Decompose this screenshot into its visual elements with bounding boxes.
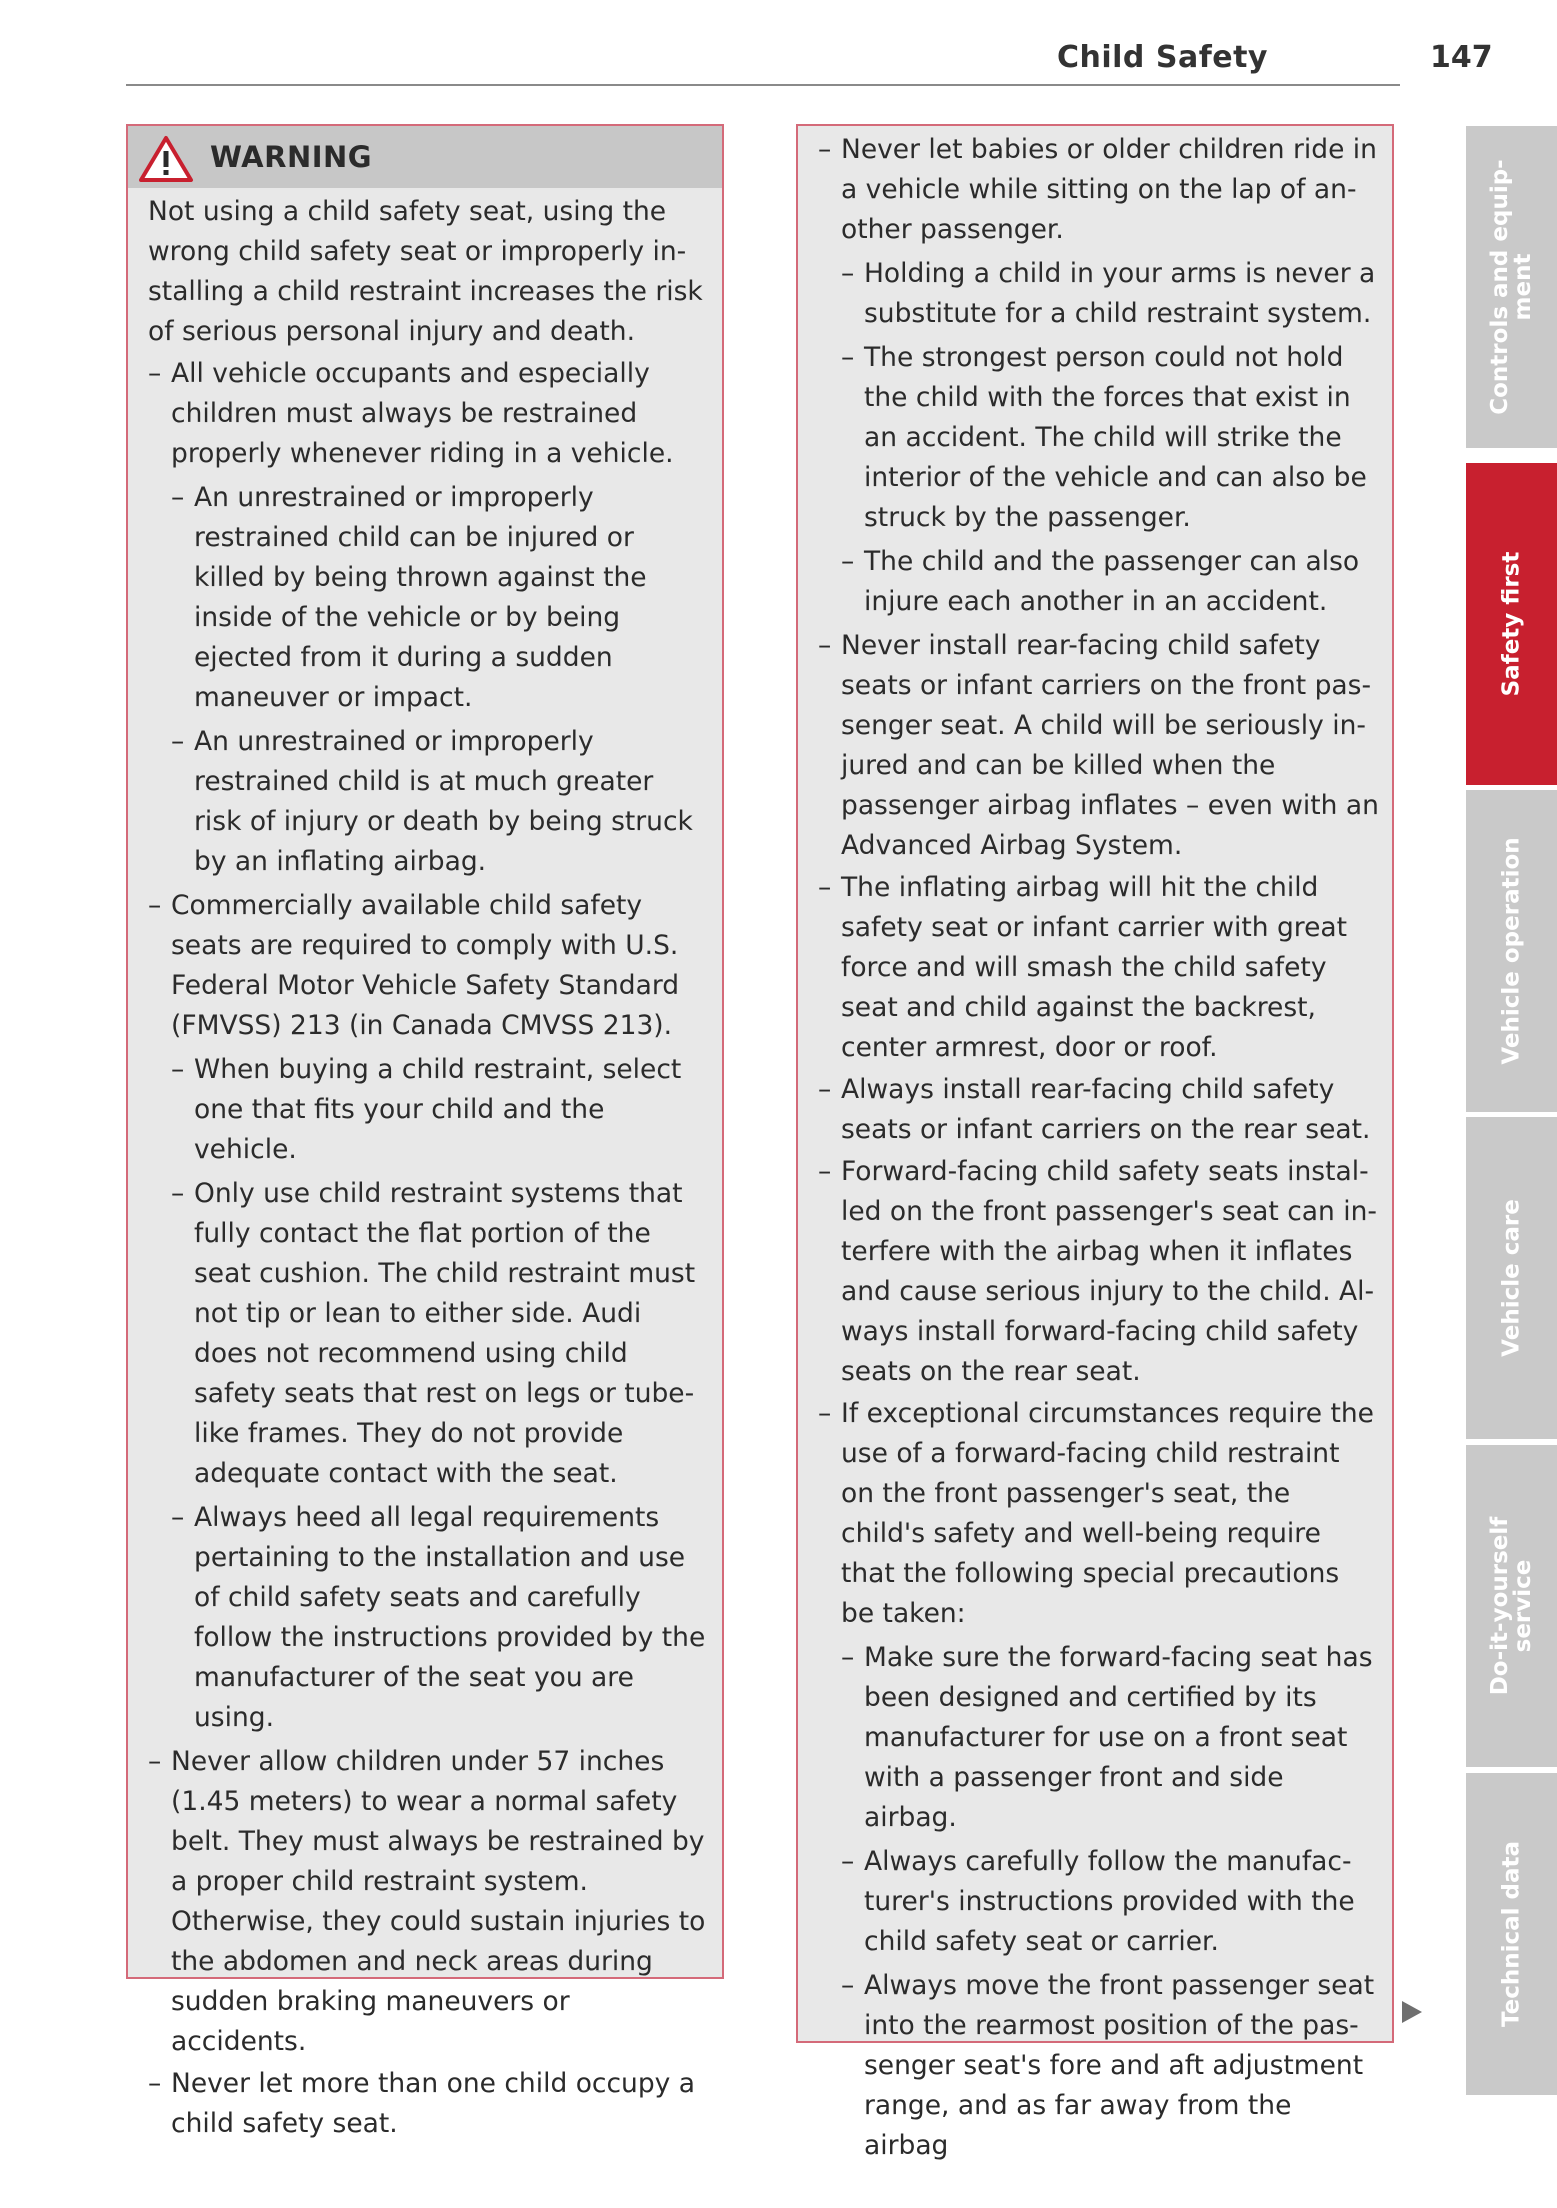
list-dash: – <box>818 872 832 903</box>
list-item-text: Always install rear-facing child safety seats or infant carriers on the rear seat. <box>841 1074 1371 1145</box>
list-item-text: The inflating airbag will hit the child safety seat or infant carrier with great force and will smash the child safety seat and child against the backrest, center armrest, door or roof. <box>841 872 1348 1063</box>
warning-continued-content <box>798 126 1392 2166</box>
sub-list-item <box>818 338 1380 538</box>
tab-label: Vehicle operation <box>1498 837 1524 1065</box>
tab-controls-and-equipment[interactable] <box>1466 126 1557 448</box>
tab-safety-first[interactable] <box>1466 463 1557 785</box>
list-item-text: An unrestrained or improperly restrained child can be injured or killed by being thrown against the inside of the vehicle or by being ejected from it during a sudden maneuver or impact. <box>194 482 647 713</box>
warning-label: WARNING <box>210 140 373 174</box>
list-item <box>148 2064 708 2144</box>
list-item-text: Only use child restraint systems that fully contact the flat portion of the seat cushion. The child restraint must not tip or lean to either side. Audi does not recommend using child safety seats that rest on legs or tube-like frames. They do not provide adequate contact with the seat. <box>194 1178 696 1489</box>
list-item <box>818 130 1380 250</box>
list-item-text: Commercially available child safety seats are required to comply with U.S. Federal Motor Vehicle Safety Standard (FMVSS) 213 (in Canada CMVSS 213). <box>171 890 680 1041</box>
warning-continued-box <box>796 124 1394 2161</box>
list-dash: – <box>841 342 855 373</box>
list-item <box>148 886 708 1046</box>
list-dash: – <box>148 1746 162 1777</box>
warning-box <box>126 124 724 2139</box>
list-item-text: When buying a child restraint, select one that fits your child and the vehicle. <box>194 1054 682 1165</box>
sub-list-item <box>818 542 1380 622</box>
sub-list-item <box>818 1842 1380 1962</box>
tab-label: Vehicle care <box>1498 1199 1524 1357</box>
sub-list-item <box>148 722 708 882</box>
list-dash: – <box>171 1054 185 1085</box>
list-item-text: The strongest person could not hold the child with the forces that exist in an accident. The child will strike the interior of the vehicle and can also be struck by the passenger. <box>864 342 1367 533</box>
sub-list-item <box>818 1966 1380 2166</box>
list-dash: – <box>841 258 855 289</box>
list-item-text: Always carefully follow the manufacturer's instructions provided with the child safety seat or carrier. <box>864 1846 1355 1957</box>
list-item <box>148 1742 708 2062</box>
sub-list-item <box>818 1638 1380 1838</box>
sub-list-item <box>148 478 708 718</box>
list-dash: – <box>171 1178 185 1209</box>
list-item-text: Make sure the forward-facing seat has been designed and certified by its manufacturer for use on a front seat with a passenger front and side airbag. <box>864 1642 1373 1833</box>
list-dash: – <box>148 2068 162 2099</box>
tab-label: Technical data <box>1498 1840 1524 2028</box>
list-item-text: Always move the front passenger seat into the rearmost position of the passenger seat's fore and aft adjustment range, and as far away from the airbag <box>864 1970 1375 2161</box>
list-dash: – <box>841 1642 855 1673</box>
list-dash: – <box>171 726 185 757</box>
list-item <box>148 354 708 474</box>
list-item-text: All vehicle occupants and especially children must always be restrained properly whenever riding in a vehicle. <box>171 358 674 469</box>
list-dash: – <box>171 482 185 513</box>
list-dash: – <box>818 1156 832 1187</box>
list-dash: – <box>841 1970 855 2001</box>
page-number: 147 <box>1430 40 1493 75</box>
sub-list-item <box>148 1498 708 1738</box>
warning-content <box>128 188 722 2144</box>
list-dash: – <box>148 890 162 921</box>
list-dash: – <box>818 1398 832 1429</box>
list-item-text: Never allow children under 57 inches (1.45 meters) to wear a normal safety belt. They must always be restrained by a proper child restraint system. Otherwise, they could sustain injuries to the abdomen and neck areas during sudden braking maneuvers or accidents. <box>171 1746 706 2057</box>
list-dash: – <box>818 134 832 165</box>
continue-arrow-icon <box>1400 1998 1424 2026</box>
list-item <box>818 868 1380 1068</box>
warning-header <box>128 126 722 188</box>
warning-triangle-icon <box>138 134 194 184</box>
warning-intro: Not using a child safety seat, using the wrong child safety seat or improperly installing a child restraint increases the risk of serious personal injury and death. <box>148 196 703 347</box>
list-dash: – <box>171 1502 185 1533</box>
tab-vehicle-care[interactable] <box>1466 1117 1557 1439</box>
sub-list-item <box>148 1174 708 1494</box>
list-item-text: An unrestrained or improperly restrained child is at much greater risk of injury or death by being struck by an inflating airbag. <box>194 726 693 877</box>
list-item-text: Never let more than one child occupy a child safety seat. <box>171 2068 696 2139</box>
sub-list-item <box>148 1050 708 1170</box>
tab-label: Do-it-yourself service <box>1486 1516 1536 1696</box>
tab-technical-data[interactable] <box>1466 1773 1557 2095</box>
list-item <box>818 626 1380 866</box>
list-dash: – <box>841 1846 855 1877</box>
list-item-text: Never let babies or older children ride in a vehicle while sitting on the lap of another passenger. <box>841 134 1377 245</box>
tab-do-it-yourself-service[interactable] <box>1466 1445 1557 1767</box>
list-item-text: The child and the passenger can also injure each another in an accident. <box>864 546 1360 617</box>
list-item-text: Always heed all legal requirements pertaining to the installation and use of child safety seats and carefully follow the instructions provided by the manufacturer of the seat you are using. <box>194 1502 706 1733</box>
tab-vehicle-operation[interactable] <box>1466 790 1557 1112</box>
list-dash: – <box>841 546 855 577</box>
tab-label: Safety first <box>1498 551 1524 697</box>
list-dash: – <box>818 630 832 661</box>
list-item-text: Forward-facing child safety seats installed on the front passenger's seat can interfere with the airbag when it inflates and cause serious injury to the child. Always install forward-facing child safety seats on the rear seat. <box>841 1156 1377 1387</box>
sub-list-item <box>818 254 1380 334</box>
list-item-text: Holding a child in your arms is never a substitute for a child restraint system. <box>864 258 1376 329</box>
list-item <box>818 1070 1380 1150</box>
page-header <box>126 34 1400 86</box>
list-dash: – <box>148 358 162 389</box>
tab-label: Controls and equip- ment <box>1486 159 1536 415</box>
list-item-text: If exceptional circumstances require the use of a forward-facing child restraint on the front passenger's seat, the child's safety and well-being require that the following special precautions be taken: <box>841 1398 1374 1629</box>
list-item-text: Never install rear-facing child safety seats or infant carriers on the front passenger seat. A child will be seriously injured and can be killed when the passenger airbag inflates – even with an Advanced Airbag System. <box>841 630 1379 861</box>
list-dash: – <box>818 1074 832 1105</box>
section-title: Child Safety <box>1056 40 1268 75</box>
list-item <box>818 1152 1380 1392</box>
list-item <box>818 1394 1380 1634</box>
